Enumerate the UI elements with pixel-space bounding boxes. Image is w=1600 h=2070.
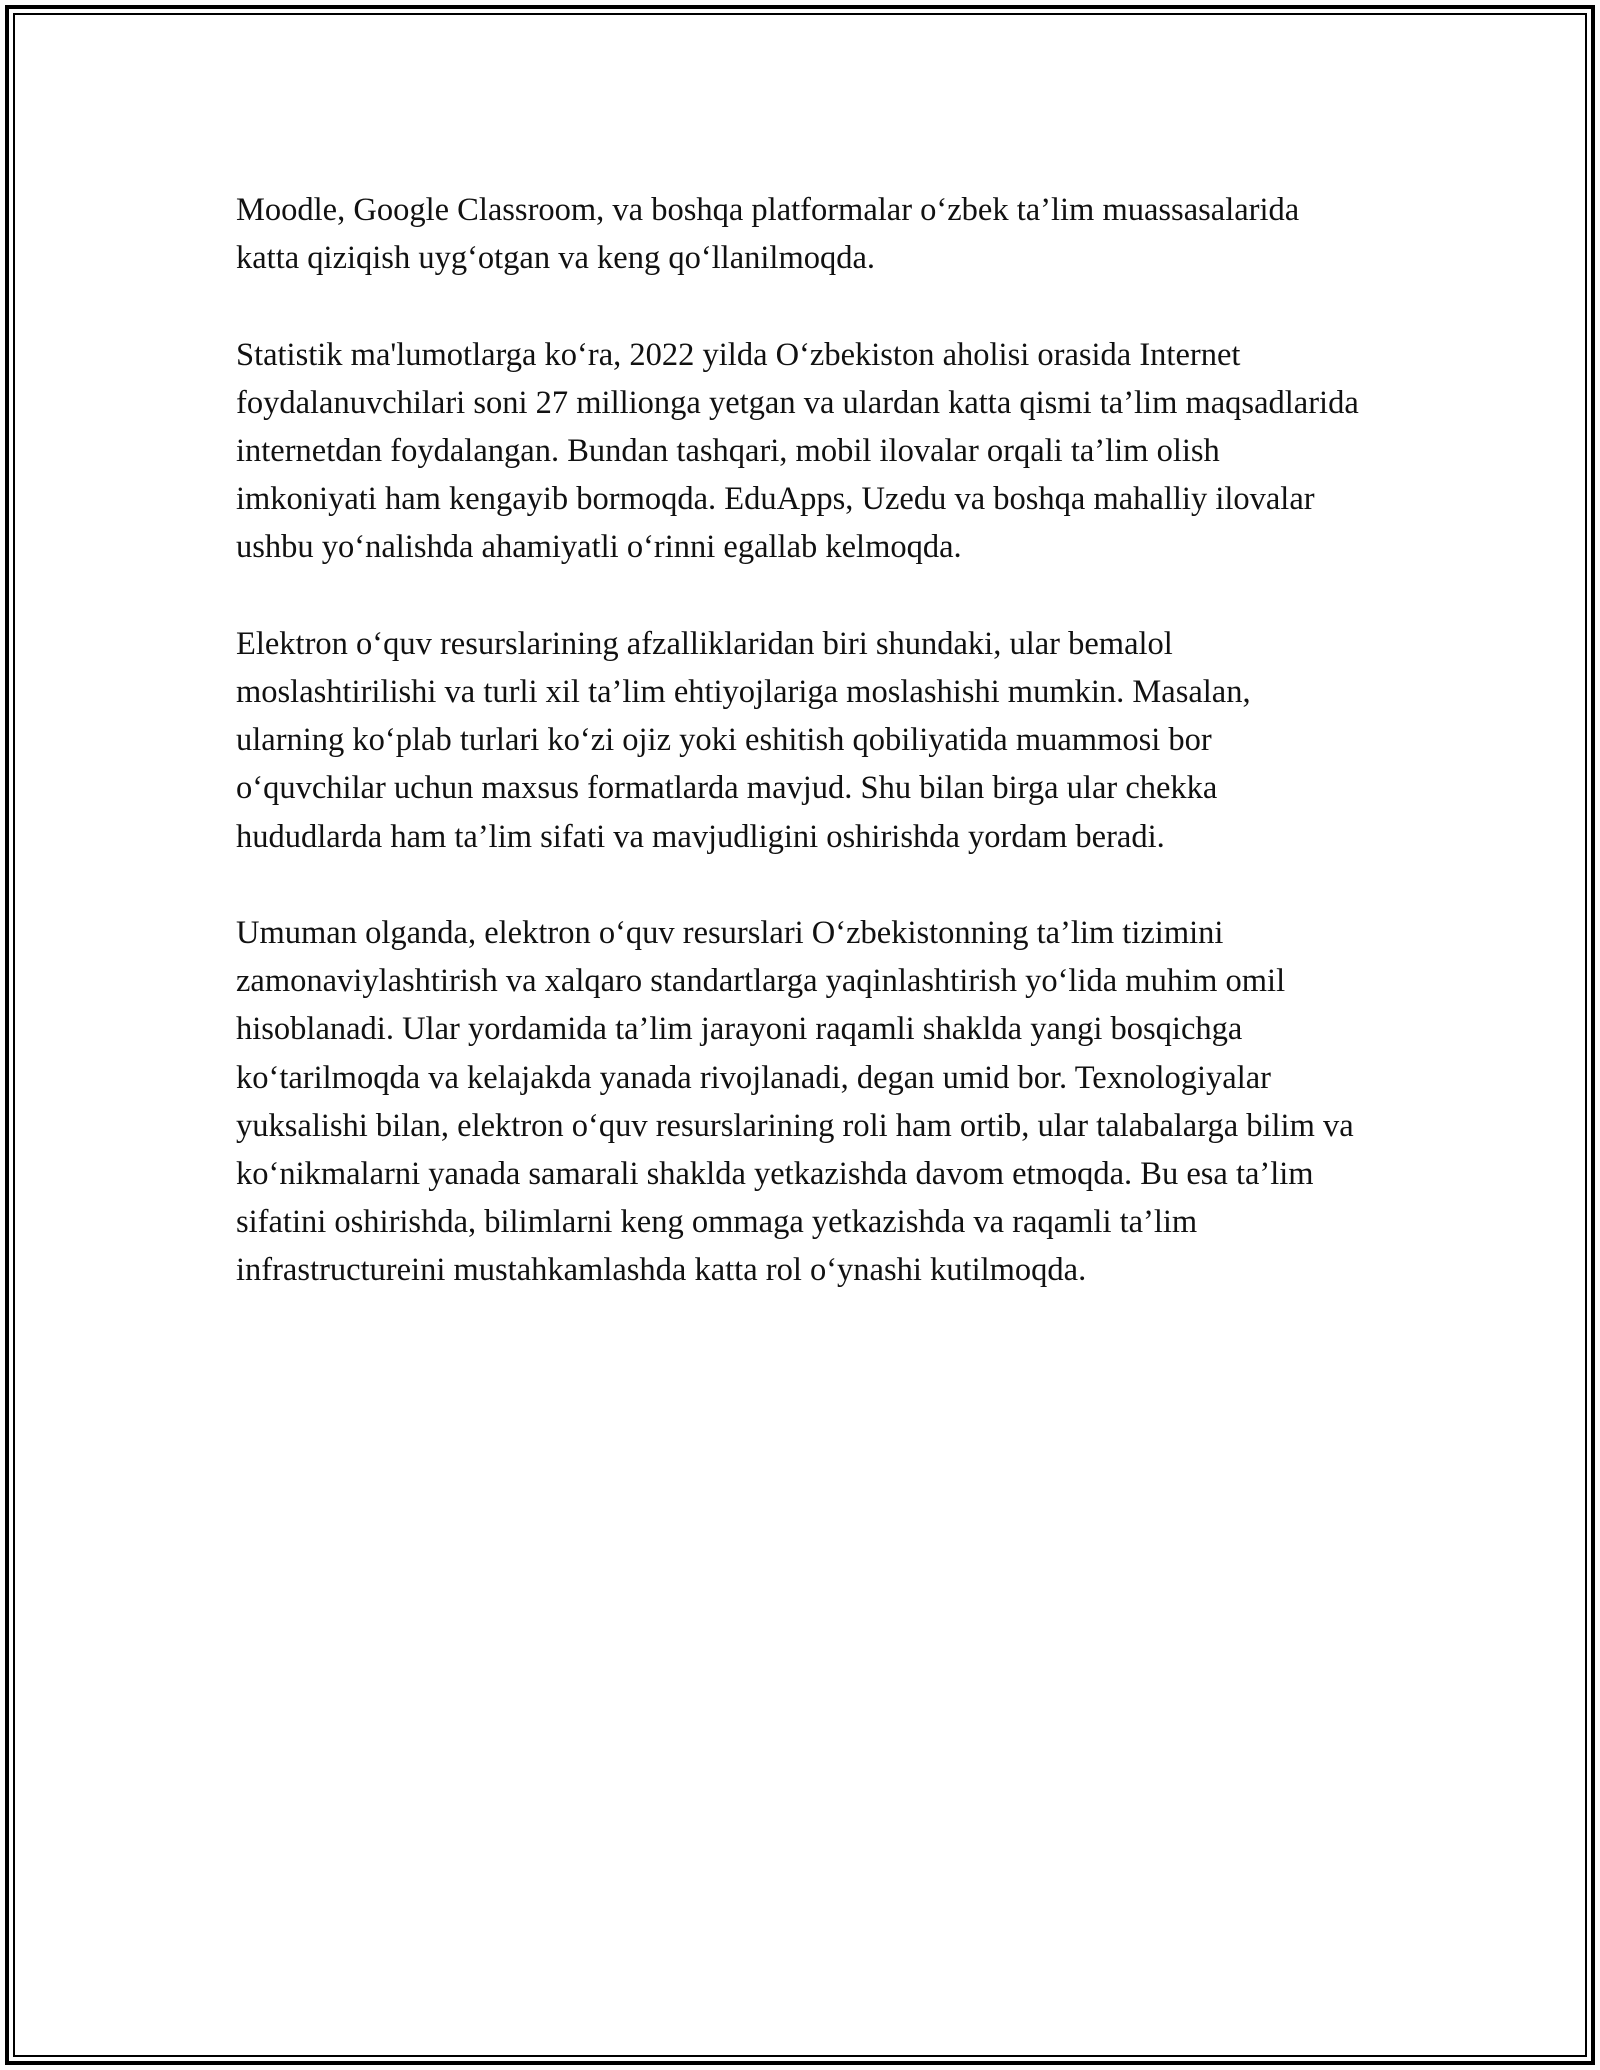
- paragraph-advantages: Elektron o‘quv resurslarining afzalliklaridan biri shundaki, ular bemalol moslashtirilishi va turli xil ta’lim ehtiyojlariga moslashishi mumkin. Masalan, ularning ko‘plab turlari ko‘zi ojiz yoki eshitish qobiliyatida muammosi bor o‘quvchilar uchun maxsus formatlarda mavjud. Shu bilan birga ular chekka hududlarda ham ta’lim sifati va mavjudligini oshirishda yordam beradi.: [236, 625, 1251, 855]
- paragraph-platforms: Moodle, Google Classroom, va boshqa platformalar o‘zbek ta’lim muassasalarida katta qiziqish uyg‘otgan va keng qo‘llanilmoqda.: [236, 192, 1300, 277]
- paragraph-statistics: Statistik ma'lumotlarga ko‘ra, 2022 yilda O‘zbekiston aholisi orasida Internet foydalanuvchilari soni 27 millionga yetgan va ulardan katta qismi ta’lim maqsadlarida internetdan foydalangan. Bundan tashqari, mobil ilovalar orqali ta’lim olish imkoniyati ham kengayib bormoqda. EduApps, Uzedu va boshqa mahalliy ilovalar ushbu yo‘nalishda ahamiyatli o‘rinni egallab kelmoqda.: [236, 336, 1359, 566]
- paragraph-conclusion: Umuman olganda, elektron o‘quv resurslari O‘zbekistonning ta’lim tizimini zamonaviylashtirish va xalqaro standartlarga yaqinlashtirish yo‘lida muhim omil hisoblanadi. Ular yordamida ta’lim jarayoni raqamli shaklda yangi bosqichga ko‘tarilmoqda va kelajakda yanada rivojlanadi, degan umid bor. Texnologiyalar yuksalishi bilan, elektron o‘quv resurslarining roli ham ortib, ular talabalarga bilim va ko‘nikmalarni yanada samarali shaklda yetkazishda davom etmoqda. Bu esa ta’lim sifatini oshirishda, bilimlarni keng ommaga yetkazishda va raqamli ta’lim infrastructureini mustahkamlashda katta rol o‘ynashi kutilmoqda.: [236, 915, 1354, 1289]
- document-body: [236, 186, 1366, 1343]
